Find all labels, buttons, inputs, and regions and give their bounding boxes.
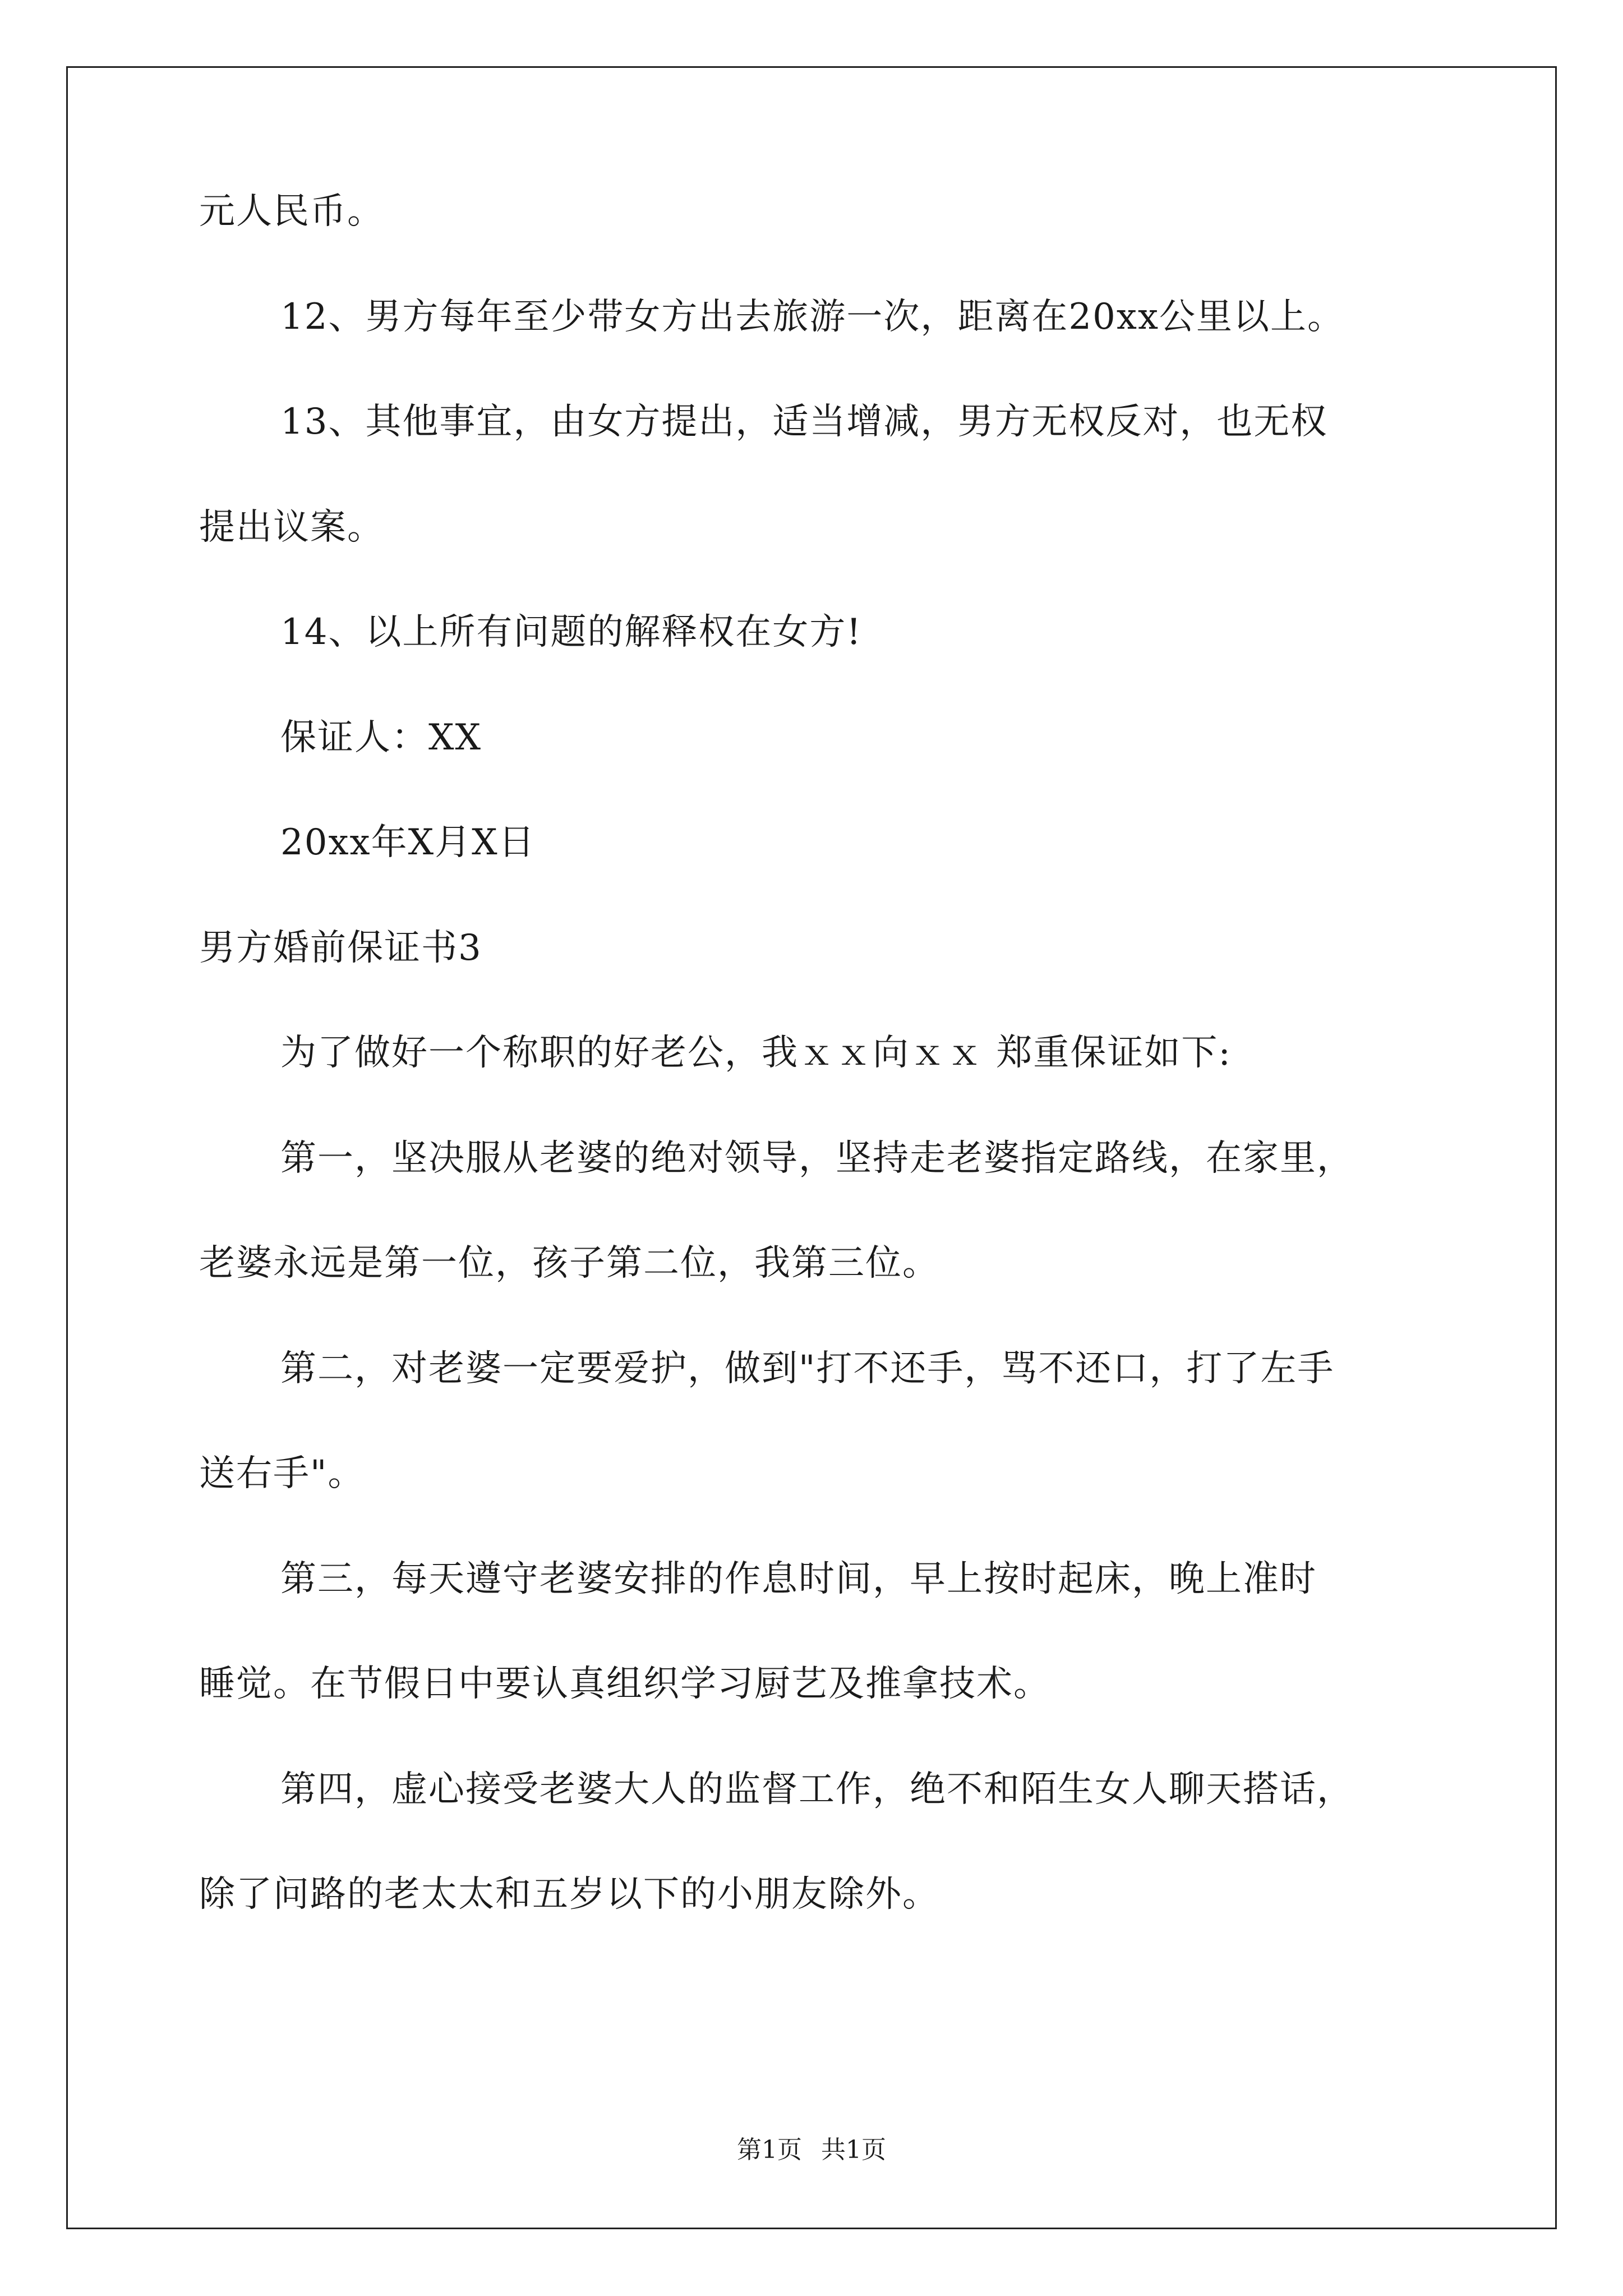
page-number: 第1页 bbox=[737, 2136, 802, 2164]
text-line: 送右手"。 bbox=[199, 1453, 365, 1494]
text-line: 第三，每天遵守老婆安排的作息时间，早上按时起床，晚上准时 bbox=[280, 1558, 1317, 1600]
text-line: 元人民币。 bbox=[199, 191, 384, 232]
text-line: 13、其他事宜，由女方提出，适当增减，男方无权反对，也无权 bbox=[280, 401, 1328, 443]
text-line: 睡觉。在节假日中要认真组织学习厨艺及推拿技术。 bbox=[199, 1663, 1050, 1705]
text-line: 14、以上所有问题的解释权在女方! bbox=[280, 611, 863, 653]
text-line: 12、男方每年至少带女方出去旅游一次，距离在20xx公里以上。 bbox=[280, 296, 1345, 338]
text-line: 20xx年X月X日 bbox=[280, 822, 536, 863]
text-line: 提出议案。 bbox=[199, 507, 384, 548]
page-total: 共1页 bbox=[821, 2136, 886, 2164]
section-heading: 男方婚前保证书3 bbox=[199, 927, 482, 969]
text-line: 第四，虚心接受老婆大人的监督工作，绝不和陌生女人聊天搭话， bbox=[280, 1769, 1354, 1810]
text-line: 除了问路的老太太和五岁以下的小朋友除外。 bbox=[199, 1874, 939, 1915]
text-line: 第一，坚决服从老婆的绝对领导，坚持走老婆指定路线，在家里， bbox=[280, 1138, 1354, 1179]
page-footer bbox=[0, 2134, 1623, 2166]
text-line: 老婆永远是第一位，孩子第二位，我第三位。 bbox=[199, 1243, 939, 1284]
text-line: 保证人：XX bbox=[280, 717, 482, 758]
text-line: 第二，对老婆一定要爱护，做到"打不还手，骂不还口，打了左手 bbox=[280, 1348, 1335, 1389]
text-line: 为了做好一个称职的好老公，我ｘｘ向ｘｘ 郑重保证如下: bbox=[280, 1032, 1232, 1074]
